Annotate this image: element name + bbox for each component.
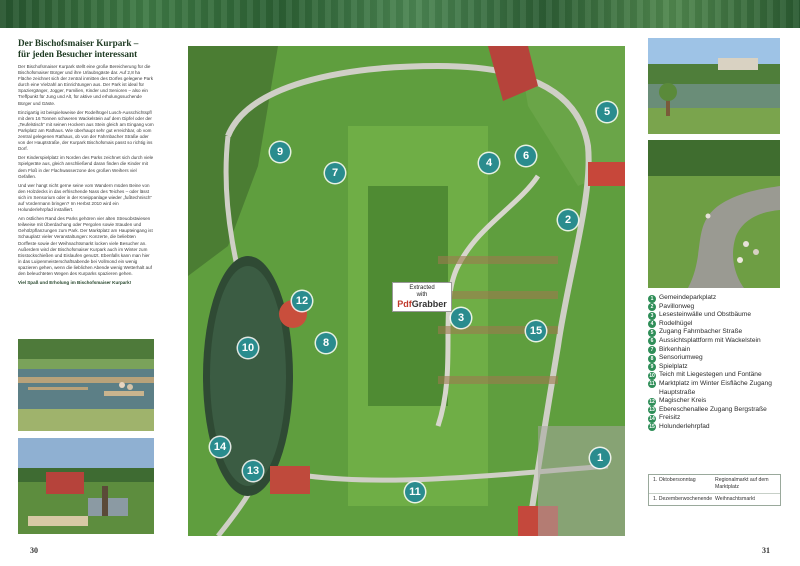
legend-number: 4 (648, 320, 656, 328)
article-closing: Viel Spaß und Erholung im Bischofsmaiser Kurpark! (18, 280, 132, 286)
article-column (18, 38, 154, 289)
event-date: 1. Dezemberwochenende (653, 496, 713, 502)
legend-item (648, 423, 788, 432)
legend-item (648, 406, 788, 415)
page-number-right: 31 (762, 546, 770, 555)
legend-number: 7 (648, 346, 656, 354)
legend-number: 10 (649, 372, 655, 379)
legend-number: 12 (649, 398, 655, 405)
legend-item (648, 320, 788, 329)
article-paragraph: Am östlichen Rand des Parks gehören vier alten Streuobstwiesen teilweise mit Überdachung oder Pergolen sowie Stauden und Gehölzpflanzungen zum Park. Der Marktplatz am Haupteingang ist Schauplatz vieler Veranstaltungen: Konzerte, die beliebten Dorffeste sowie der Weihnachtsmarkt locken viele Besucher an. Außerdem wird der Bischofsmaiser Kurpark auch im Winter zum Eisstockschießen und Eislaufen genutzt. Ebenfalls kann man hier in das Luipenmeisterschaftsabende bei Vollmond ein wenig spazieren gehen, wenn die lieblichen Abende wenig Wetterhalt auf den beleuchteten Wegen des Kurparks spazieren gehen. (18, 216, 153, 276)
map-marker-10[interactable]: 10 (238, 338, 258, 358)
map-marker-14[interactable]: 14 (210, 437, 230, 457)
legend-label: Spielplatz (659, 362, 688, 370)
article-paragraph: Der Kinderspielplatz im Norden des Parks zeichnet sich durch viele Spielgeräte aus, gleich anschließend daran finden die Kinder mit dem Floß in der Flachwasserzone des großen Weihers viel Gefallen. (18, 155, 154, 179)
event-row (649, 493, 780, 505)
legend-item (648, 414, 788, 423)
legend-item (648, 337, 788, 346)
pond-garden-photo (648, 38, 780, 134)
legend-label: Gemeindeparkplatz (659, 294, 717, 301)
article-paragraph: Der Bischofsmaiser Kurpark stellt eine große Bereicherung für die Bischofsmaiser Bürger und ihre Urlaubsgäste dar. Auf 2,8 ha Fläche zeichnet sich der zentral inmitten des Dorfes gelegene Park durch eine Vielzahl an Einrichtungen aus. Der Park ist ideal für Spaziergänger, Jogger, Familien, Kinder und Senioren – also ein Treffpunkt für Jung und Alt, für aktive und erholungssuchende Bürger und Gäste. (18, 64, 153, 106)
legend-number: 14 (649, 415, 655, 422)
legend-number: 6 (648, 337, 656, 345)
map-marker-11[interactable]: 11 (405, 482, 425, 502)
legend-label: Teich mit Liegestegen und Fontäne (659, 371, 762, 379)
legend-item (648, 303, 788, 312)
watermark-line-2: with (416, 292, 428, 298)
legend-item (648, 397, 788, 406)
article-paragraph: Einzigartig ist beispielsweise der Rodelhügel Lusch-Ausschichtspfl mit dem 16 Tonnen schweren Wackelstein auf dem Gipfel oder der „Teufelstisch“ mit seinen Hockern aus Stein gleich am Eingang vom Parkplatz am Rathaus. Wie überhaupt sehr gut erreichbar, ob vom zentral gelegenen Rathaus, ob von der Fahrnbacher Straße oder von der Hauptstraße, der Kurpark Bischofsmais passt so richtig ins Dorf. (18, 109, 154, 152)
legend-label: Aussichtsplattform mit Wackelstein (659, 336, 761, 344)
legend-label: Birkenhain (659, 345, 691, 353)
legend-label: Lesesteinwälle und Obstbäume (659, 311, 752, 319)
legend-item (648, 294, 788, 303)
map-marker-1[interactable]: 1 (590, 448, 610, 468)
park-path-photo (648, 140, 780, 288)
watermark-line-1: Extracted (409, 285, 435, 291)
pdfgrabber-watermark (392, 282, 452, 312)
event-text: Weihnachtsmarkt (715, 496, 755, 502)
map-marker-7[interactable]: 7 (325, 163, 345, 183)
map-marker-15[interactable]: 15 (526, 321, 546, 341)
map-marker-5[interactable]: 5 (597, 102, 617, 122)
decorative-header-strip (0, 0, 800, 28)
article-title (18, 38, 154, 60)
pdfgrabber-logo (393, 299, 451, 310)
legend-number: 5 (648, 329, 656, 337)
legend-number: 15 (649, 424, 655, 431)
legend-item (648, 371, 788, 380)
legend-number: 9 (648, 363, 656, 371)
legend-label: Sensoriumweg (659, 354, 703, 362)
map-marker-6[interactable]: 6 (516, 146, 536, 166)
article-paragraph: Und wer hangt nicht gerne seine vom Wandern müden Beine von den Holzdecks in das erfrischende Nass des Teiches – oder lässt sich im Sensorium oder in der Kneippanlage wieder „fußtechnisch“ auf Vordermann bringen? Im Herbst 2010 wird ein Holunderlehrpfad installiert. (18, 182, 152, 213)
legend-number: 1 (648, 295, 656, 303)
logo-part-a: Pdf (397, 299, 412, 309)
map-marker-2[interactable]: 2 (558, 210, 578, 230)
pond-boardwalk-photo (18, 339, 154, 431)
map-marker-4[interactable]: 4 (479, 153, 499, 173)
legend-label: Zugang Fahrnbacher Straße (659, 328, 743, 336)
legend-label: Freisitz (659, 414, 681, 422)
map-marker-9[interactable]: 9 (270, 142, 290, 162)
legend-item (648, 311, 788, 320)
legend-item (648, 380, 788, 397)
events-table (648, 474, 781, 506)
legend-label: Magischer Kreis (659, 397, 707, 405)
event-row (649, 475, 780, 493)
legend-number: 2 (648, 303, 656, 311)
legend-item (648, 328, 788, 337)
map-marker-13[interactable]: 13 (243, 461, 263, 481)
legend-item (648, 354, 788, 363)
page-number-left: 30 (30, 546, 38, 555)
event-text: Regionalmarkt auf dem Marktplatz (715, 477, 769, 490)
logo-part-b: Grabber (411, 299, 447, 309)
playground-photo (18, 438, 154, 534)
legend-label: Rodelhügel (659, 319, 693, 327)
map-marker-8[interactable]: 8 (316, 333, 336, 353)
map-marker-3[interactable]: 3 (451, 308, 471, 328)
legend-label: Marktplatz im Winter Eisfläche Zugang Hauptstraße (659, 379, 772, 396)
map-marker-12[interactable]: 12 (292, 291, 312, 311)
title-line-2: für jeden Besucher interessant (18, 49, 138, 59)
legend-number: 8 (648, 355, 656, 363)
legend-label: Ebereschenallee Zugang Bergstraße (659, 405, 767, 413)
title-line-1: Der Bischofsmaiser Kurpark – (18, 38, 139, 48)
legend-item (648, 363, 788, 372)
legend-label: Pavillonweg (659, 302, 695, 310)
event-date: 1. Oktobersonntag (653, 477, 696, 483)
legend-number: 3 (648, 312, 656, 320)
legend-number: 13 (649, 407, 655, 414)
legend-label: Holunderlehrpfad (659, 422, 710, 430)
legend-item (648, 346, 788, 355)
map-legend (648, 294, 788, 432)
legend-number: 11 (649, 381, 655, 388)
